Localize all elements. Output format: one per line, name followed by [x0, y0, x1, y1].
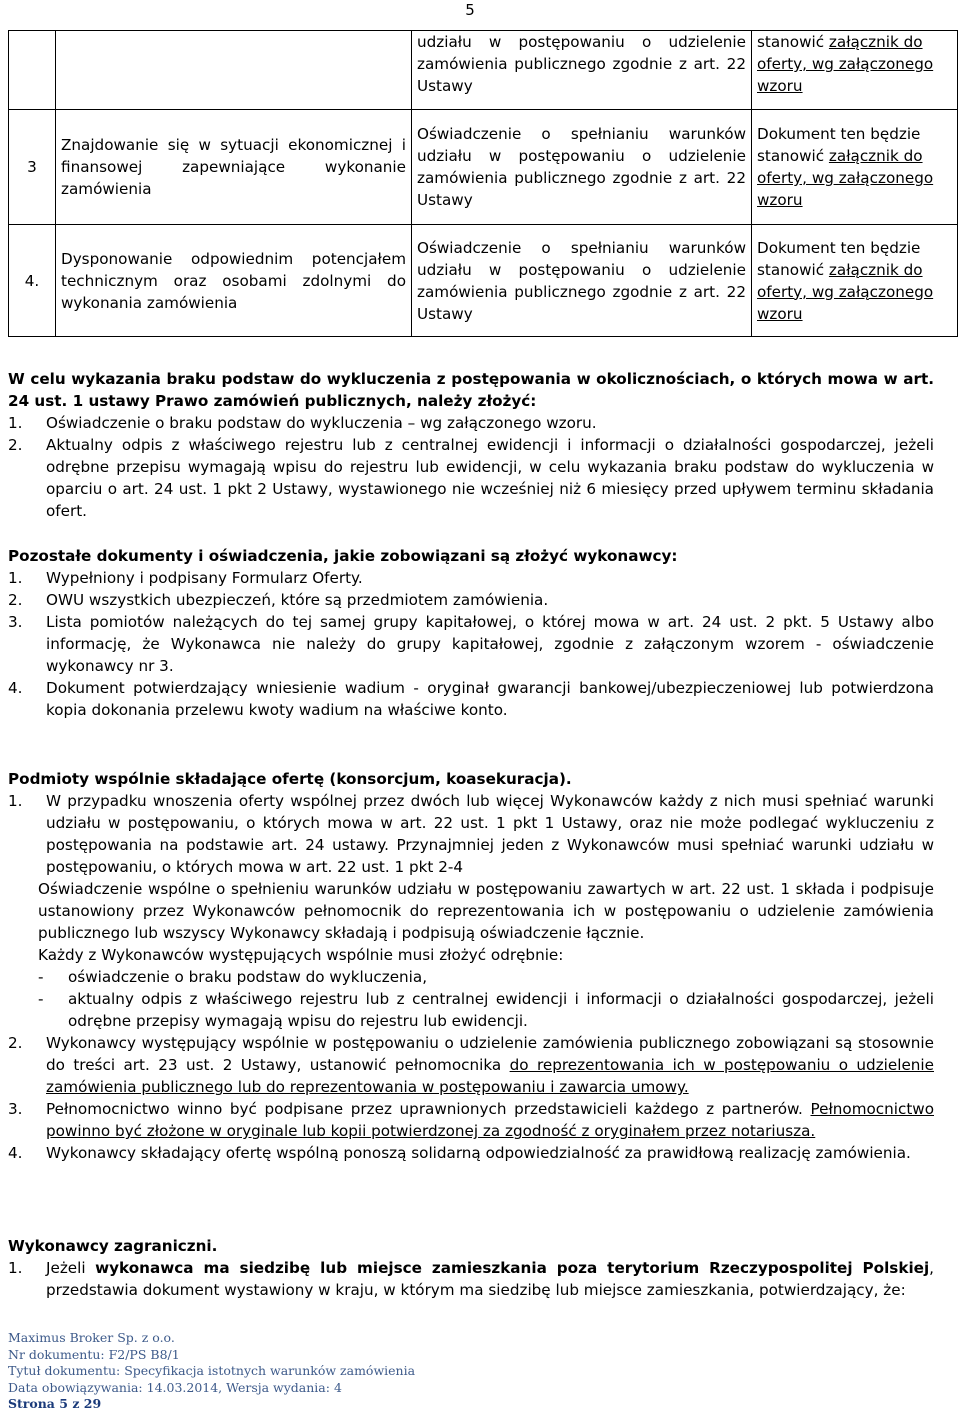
table-row [9, 110, 958, 225]
list-item: 1. W przypadku wnoszenia oferty wspólnej przez dwóch lub więcej Wykonawców każdy z nich musi spełniać warunki udziału w postępowaniu, o których mowa w art. 22 ust. 1 pkt 1 Ustawy, oraz nie może podlegać wykluczeniu z postępowania na podstawie art. 24 ustawy. Przynajmniej jeden z Wykonawców musi spełniać warunki udziału w postępowaniu, o których mowa w art. 22 ust. 1 pkt 2-4 [8, 792, 934, 876]
underlined-text: do reprezentowania ich w postępowaniu o udzielenie zamówienia publicznego lub do reprezentowania w postępowaniu i zawarcia umowy. [46, 1056, 934, 1096]
template-link[interactable]: wzoru [757, 191, 803, 209]
exclusion-section [8, 368, 934, 522]
offer-link[interactable]: oferty, wg załączonego [757, 55, 934, 73]
required-statement: Oświadczenie o spełnianiu warunków udziału w postępowaniu o udzielenie zamówienia publicznego zgodnie z art. 22 Ustawy [412, 225, 752, 337]
other-documents-section [8, 545, 934, 721]
template-link[interactable]: wzoru [757, 77, 803, 95]
list-item: 4. Dokument potwierdzający wniesienie wadium - oryginał gwarancji bankowej/ubezpieczeniowej lub potwierdzona kopia dokonania przelewu kwoty wadium na właściwe konto. [8, 679, 934, 719]
table-row [9, 225, 958, 337]
template-link[interactable]: wzoru [757, 304, 803, 323]
footer-doc-title: Tytuł dokumentu: Specyfikacja istotnych warunków zamówienia [8, 1363, 416, 1378]
list-item: 2. OWU wszystkich ubezpieczeń, które są przedmiotem zamówienia. [8, 591, 549, 609]
requirements-table [8, 30, 958, 337]
required-statement: udziału w postępowaniu o udzielenie zamówienia publicznego zgodnie z art. 22 Ustawy [412, 31, 752, 110]
other-documents-heading: Pozostałe dokumenty i oświadczenia, jakie zobowiązani są złożyć wykonawcy: [8, 547, 678, 565]
foreign-contractors-heading: Wykonawcy zagraniczni. [8, 1237, 218, 1255]
document-note: Dokument ten będzie stanowić załącznik do oferty, wg załączonego wzoru [752, 110, 958, 225]
row-number [9, 31, 56, 110]
document-note [752, 31, 958, 110]
exclusion-heading: W celu wykazania braku podstaw do wykluczenia z postępowania w okolicznościach, o których mowa w art. 24 ust. 1 ustawy Prawo zamówień publicznych, należy złożyć: [8, 370, 934, 410]
attachment-link[interactable]: załącznik do [828, 260, 923, 279]
condition-description: Znajdowanie się w sytuacji ekonomicznej i finansowej zapewniające wykonanie zamówienia [56, 110, 412, 225]
footer-page-number: Strona 5 z 29 [8, 1396, 102, 1411]
list-item: 4. Wykonawcy składający ofertę wspólną ponoszą solidarną odpowiedzialność za prawidłową realizację zamówienia. [8, 1144, 911, 1162]
footer-doc-number: Nr dokumentu: F2/PS B8/1 [8, 1346, 180, 1362]
document-note-text: Dokument ten będzie [757, 125, 921, 143]
separate-documents-intro: Każdy z Wykonawców występujących wspólnie musi złożyć odrębnie: [38, 946, 564, 964]
list-item: 2. Aktualny odpis z właściwego rejestru lub z centralnej ewidencji i informacji o działalności gospodarczej, jeżeli odrębne przepisu wymagają wpisu do rejestru lub ewidencji, w celu wykazania braku podstaw do wykluczenia w oparciu o art. 24 ust. 1 pkt 2 Ustawy, wystawionego nie wcześniej niż 6 miesięcy przed upływem terminu składania ofert. [8, 436, 934, 520]
required-statement: Oświadczenie o spełnianiu warunków udziału w postępowaniu o udzielenie zamówienia publicznego zgodnie z art. 22 Ustawy [412, 110, 752, 225]
foreign-contractors-section [8, 1235, 934, 1301]
joint-statement-paragraph: Oświadczenie wspólne o spełnieniu warunków udziału w postępowaniu zawartych w art. 22 ust. 1 składa i podpisuje ustanowiony przez Wykonawców pełnomocnik do reprezentowania ich w postępowaniu o udzielenie zamówienia publicznego lub wszyscy Wykonawcy składają i podpisują oświadczenie łącznie. [38, 880, 934, 942]
list-item: - aktualny odpis z właściwego rejestru lub z centralnej ewidencji i informacji o działalności gospodarczej, jeżeli odrębne przepisy wymagają wpisu do rejestru lub ewidencji. [38, 990, 934, 1030]
attachment-link[interactable]: załącznik do [828, 147, 923, 165]
footer-validity: Data obowiązywania: 14.03.2014, Wersja wydania: 4 [8, 1379, 342, 1395]
list-item: 3. Pełnomocnictwo winno być podpisane przez uprawnionych przedstawicieli każdego z partnerów. Pełnomocnictwo powinno być złożone w oryginale lub kopii potwierdzonej za zgodność z oryginałem przez notariusza. [8, 1100, 934, 1140]
row-number: 3 [9, 110, 56, 225]
condition-description [56, 31, 412, 110]
attachment-link[interactable]: załącznik do [828, 33, 923, 51]
consortium-section [8, 768, 934, 1164]
list-item: 1. Oświadczenie o braku podstaw do wykluczenia – wg załączonego wzoru. [8, 414, 597, 432]
list-item: 1. Wypełniony i podpisany Formularz Oferty. [8, 569, 363, 587]
condition-description: Dysponowanie odpowiednim potencjałem technicznym oraz osobami zdolnymi do wykonania zamówienia [56, 225, 412, 337]
document-note-text: stanowić [757, 33, 829, 51]
page-number: 5 [465, 1, 475, 19]
list-item: 1. Jeżeli wykonawca ma siedzibę lub miejsce zamieszkania poza terytorium Rzeczypospolitej Polskiej, przedstawia dokument wystawiony w kraju, w którym ma siedzibę lub miejsce zamieszkania, potwierdzający, że: [8, 1259, 934, 1299]
table-row [9, 31, 958, 110]
document-footer [8, 1330, 415, 1413]
document-note-text: Dokument ten będzie [757, 238, 921, 257]
list-item: 3. Lista pomiotów należących do tej samej grupy kapitałowej, o której mowa w art. 24 ust. 2 pkt. 5 Ustawy albo informację, że Wykonawca nie należy do grupy kapitałowej, zgodnie z załączonym wzorem - oświadczenie wykonawcy nr 3. [8, 613, 934, 675]
list-item: - oświadczenie o braku podstaw do wykluczenia, [38, 968, 428, 986]
offer-link[interactable]: oferty, wg załączonego [757, 169, 934, 187]
row-number: 4. [9, 225, 56, 337]
underlined-text: Pełnomocnictwo powinno być złożone w oryginale lub kopii potwierdzonej za zgodność z oryginałem przez notariusza. [46, 1100, 934, 1140]
offer-link[interactable]: oferty, wg załączonego [757, 282, 934, 301]
document-note: Dokument ten będzie stanowić załącznik do oferty, wg załączonego wzoru [752, 225, 958, 337]
list-item: 2. Wykonawcy występujący wspólnie w postępowaniu o udzielenie zamówienia publicznego zobowiązani są stosownie do treści art. 23 ust. 2 Ustawy, ustanowić pełnomocnika do reprezentowania ich w postępowaniu o udzielenie zamówienia publicznego lub do reprezentowania w postępowaniu i zawarcia umowy. [8, 1034, 934, 1096]
consortium-heading: Podmioty wspólnie składające ofertę (konsorcjum, koasekuracja). [8, 770, 572, 788]
footer-company: Maximus Broker Sp. z o.o. [8, 1330, 175, 1345]
